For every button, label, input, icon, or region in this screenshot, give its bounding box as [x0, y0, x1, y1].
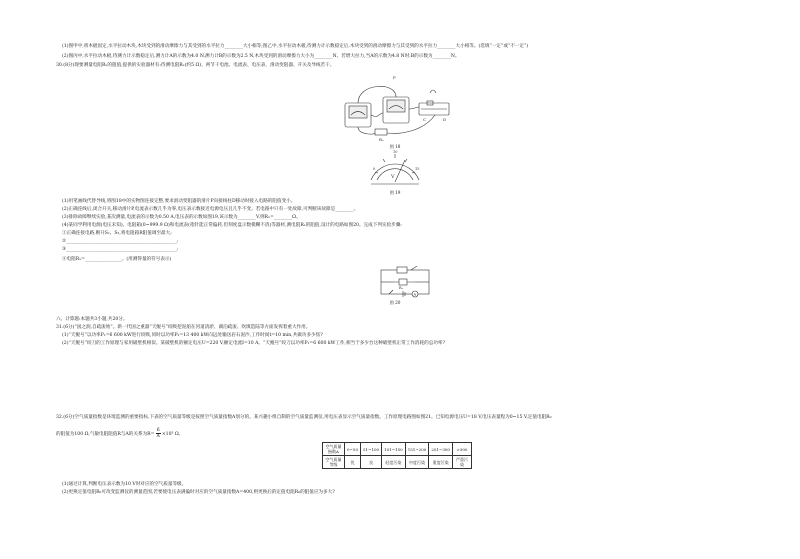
svg-text:15: 15 — [415, 167, 420, 171]
q31-part1: (1)“天鲲号”以功率P₁=6 600 kW进行绞吸,同时以功率P₂=13 400 kW向远处输送岩石泥沙,工作时间t=10 min,共做功多少焦? — [62, 333, 323, 338]
table-cell: 0~50 — [345, 443, 361, 456]
table-cell: 重度污染 — [429, 456, 453, 469]
figure-18-apparatus — [335, 73, 455, 143]
figure-19-voltmeter-dial — [365, 150, 425, 188]
q29-part2: (2)图丙中,水平拉动木板,待测力计示数稳定后,测力计A的示数为4.0 N,测力计B的示数为2.5 N,木块受到的滑动摩擦力大小为________N。若增大拉力,当A的示数为4.8 N时,B的示数为________N。 — [62, 54, 460, 59]
svg-text:0: 0 — [373, 167, 376, 171]
table-cell: 51~100 — [361, 443, 382, 456]
svg-text:Rₓ: Rₓ — [399, 286, 404, 290]
table-row-header: 空气质量等级 — [323, 456, 345, 469]
svg-text:V: V — [391, 174, 395, 180]
table-cell: 101~150 — [382, 443, 406, 456]
air-quality-table — [322, 442, 472, 469]
svg-text:Rₓ: Rₓ — [379, 137, 384, 142]
q32-fraction-denominator: A — [156, 434, 160, 439]
q32-part2: (2)更换定值电阻R₀可改变监测仪的测量范围,若要使电压表满偏时对应的空气质量指数A=400,则更换后的定值电阻R₀的阻值应为多大? — [62, 490, 335, 495]
q29-part1: (1)图甲中,将木板固定,水平拉动木块,木块受到的滑动摩擦力与其受到的水平拉力________大小相等;图乙中,水平拉动木板,待测力计示数稳定后,木块受到的滑动摩擦力与其受到的水平拉力________大小相等。(选填“一定”或“不一定”) — [62, 44, 529, 49]
q30-part3: (3)排除故障继续实验,某次测量,电流表的示数为0.50 A,电压表的示数如图19,该示数为________V,则Rₓ=________Ω。 — [62, 215, 301, 220]
q30-step4: ④电阻Rₓ=________________。(用测得量的符号表示) — [62, 257, 172, 262]
section-six-heading: 六、计算题:本题共3小题,共20分。 — [56, 317, 128, 322]
q32-formula-prefix: 的阻值为100 Ω,气敏电阻阻值R与A的关系为R= — [56, 432, 155, 437]
q30-part2: (2)正确连线后,闭合开关,移动滑片P,电流表示数几乎为零,电压表示数接近电源电压且几乎不变。若电路中只有一处故障,可判断该故障是________。 — [62, 207, 359, 212]
table-cell: 轻度污染 — [382, 456, 406, 469]
svg-text:10: 10 — [393, 150, 398, 154]
figure-19-caption: 图 19 — [389, 190, 401, 195]
table-cell: 151~200 — [405, 443, 429, 456]
q31-stem: 31.(6分)“国之润,自疏浚始”。新一代国之重器“天鲲号”绞吸挖泥船在河道清淤、湖泊疏浚、吹填造陆等方面发挥着重大作用。 — [56, 325, 311, 330]
q32-part1: (1)通过计算,判断电压表示数为10 V时对应的空气质量等级。 — [62, 482, 187, 487]
table-row — [323, 443, 472, 456]
figure-18-caption: 图 18 — [389, 144, 401, 149]
q30-step1: ①正确连接电路,断开S₁、S₂,将电阻箱R阻值调至最大; — [62, 231, 172, 236]
svg-text:A: A — [413, 292, 417, 297]
q30-part1: (1)用笔画线代替导线,将图18中的实物图连接完整,要求滑动变阻器的滑片P向接线柱D移动时接入电路的阻值变小。 — [62, 199, 296, 204]
q31-part2: (2)“天鲲号”绞刀的工作原理与家用破壁机相似。某破壁机的额定电压U=220 V,额定电流I=10 A。“天鲲号”绞刀以功率P₁=6 600 kW工作,相当于多少台这种破壁机正常工作消耗的总功率? — [62, 341, 445, 346]
svg-text:P: P — [393, 75, 396, 80]
q30-part4: (4)某同学利用电源(电压未知)、电阻箱(0~999.9 Ω)和电流表(指针能正常偏转,但刻度盘示数模糊不清)等器材,测电阻Rₓ的阻值,设计的电路如图20。完成下列实验步骤: — [62, 223, 402, 228]
table-row — [323, 456, 472, 469]
q30-step2: ②________________________________________________; — [62, 239, 178, 244]
q30-stem: 30.(8分)现要测量电阻Rₓ的阻值,提供的实验器材有:待测电阻Rₓ(约5 Ω)、两节干电池、电流表、电压表、滑动变阻器、开关及导线若干。 — [56, 63, 335, 68]
table-cell: 中度污染 — [405, 456, 429, 469]
table-cell: 201~300 — [429, 443, 453, 456]
q30-step3: ③________________________________________________; — [62, 247, 178, 252]
table-cell: 优 — [345, 456, 361, 469]
q32-formula-line — [56, 428, 183, 439]
q32-stem: 32.(6分)空气质量指数是环境监测的重要指标,下表的空气质量等级是按照空气质量指数A划分的。某兴趣小组自制的空气质量监测仪,用电压表显示空气质量指数。工作原理电路图如图21。已知电源电压U=18 V,电压表量程为0~15 V,定值电阻R₀ — [56, 415, 552, 420]
table-cell: >300 — [452, 443, 471, 456]
figure-20-circuit — [375, 266, 435, 298]
figure-20-caption: 图 20 — [389, 300, 401, 305]
svg-text:D: D — [443, 117, 447, 122]
table-cell: 良 — [361, 456, 382, 469]
q32-fraction — [156, 428, 161, 439]
q32-fraction-numerator: 6 — [156, 428, 160, 433]
svg-text:C: C — [423, 117, 427, 122]
table-cell: 严重污染 — [452, 456, 471, 469]
q32-formula-suffix: ×10³ Ω。 — [161, 432, 184, 437]
table-row-header: 空气质量指数A — [323, 443, 345, 456]
